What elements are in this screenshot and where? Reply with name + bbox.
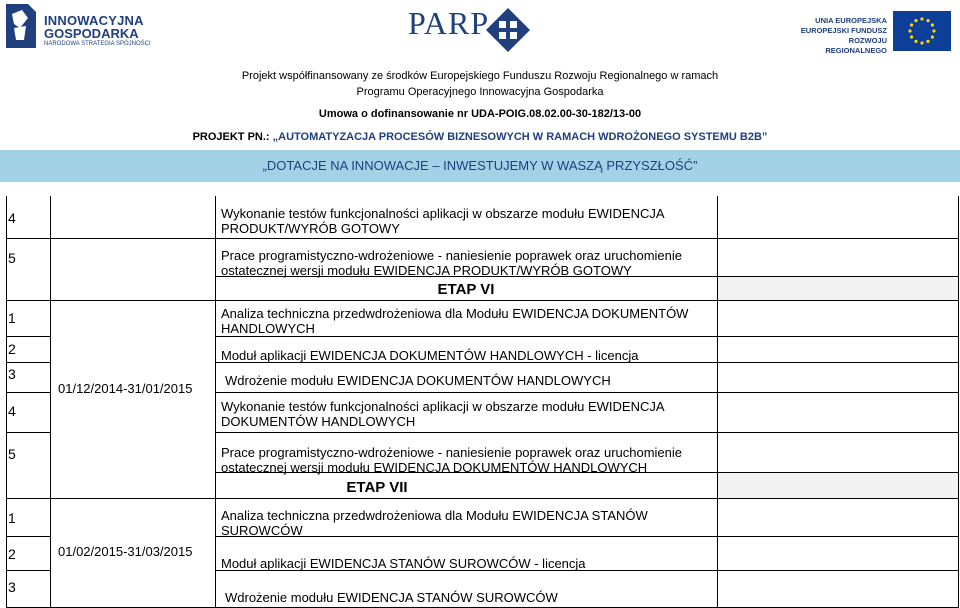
- task-text: Wykonanie testów funkcjonalności aplikacji w obszarze modułu EWIDENCJA PRODUKT/WYRÓB GOTOWY: [221, 206, 664, 236]
- logo-left-line3: NARODOWA STRATEGIA SPÓJNOŚCI: [44, 41, 151, 47]
- row-number: 4: [8, 210, 16, 226]
- eu-line1: UNIA EUROPEJSKA: [815, 16, 887, 25]
- ig-logo-icon: [6, 4, 36, 48]
- page-header: [0, 0, 960, 150]
- task-text: Wykonanie testów funkcjonalności aplikacji w obszarze modułu EWIDENCJA DOKUMENTÓW HANDLOWYCH: [221, 399, 664, 429]
- parp-logo: [408, 5, 528, 58]
- eu-logo-text: [790, 16, 887, 56]
- row-number: 1: [8, 510, 16, 526]
- parp-logo-text: PARP: [408, 5, 490, 41]
- task-text: Prace programistyczno-wdrożeniowe - naniesienie poprawek oraz uruchomienie ostatecznej wersji modułu EWIDENCJA DOKUMENTÓW HANDLOWYCH: [221, 445, 683, 475]
- project-name: [0, 131, 960, 143]
- stage7-period: 01/02/2015-31/03/2015: [58, 544, 193, 559]
- row-number: 2: [8, 341, 16, 357]
- row-number: 3: [8, 366, 16, 382]
- parp-diamond-icon: [486, 8, 530, 52]
- row-number: 2: [8, 546, 16, 562]
- slogan-banner: [0, 150, 960, 182]
- eu-flag-icon: [893, 11, 951, 51]
- stage7-right-cell: [718, 473, 958, 498]
- row-number: 3: [8, 579, 16, 595]
- stage6-period: 01/12/2014-31/01/2015: [58, 381, 193, 396]
- task-text: Moduł aplikacji EWIDENCJA STANÓW SUROWCÓW - licencja: [221, 556, 586, 571]
- schedule-table: [0, 196, 960, 608]
- project-line-2: Programu Operacyjnego Innowacyjna Gospodarka: [356, 86, 604, 98]
- task-text: Wdrożenie modułu EWIDENCJA DOKUMENTÓW HANDLOWYCH: [225, 373, 611, 388]
- slogan-text: „DOTACJE NA INNOWACJE – INWESTUJEMY W WASZĄ PRZYSZŁOŚĆ”: [262, 158, 698, 173]
- project-line-1: Projekt współfinansowany ze środków Europejskiego Funduszu Rozwoju Regionalnego w ramach: [241, 70, 719, 82]
- stage6-right-cell: [718, 277, 958, 300]
- project-name-prefix: PROJEKT PN.:: [192, 131, 273, 143]
- logo-left-line1: INNOWACYJNA: [44, 13, 144, 28]
- eu-logo: [790, 8, 955, 55]
- row-number: 5: [8, 250, 16, 266]
- stage6-heading: ETAP VI: [437, 281, 495, 298]
- innowacyjna-gospodarka-logo: [6, 4, 156, 52]
- row-number: 5: [8, 446, 16, 462]
- task-text: Analiza techniczna przedwdrożeniowa dla Modułu EWIDENCJA DOKUMENTÓW HANDLOWYCH: [221, 306, 689, 336]
- contract-number: Umowa o dofinansowanie nr UDA-POIG.08.02.00-30-182/13-00: [318, 108, 642, 120]
- row-number: 1: [8, 310, 16, 326]
- eu-line2: EUROPEJSKI FUNDUSZ: [800, 26, 887, 35]
- task-text: Prace programistyczno-wdrożeniowe - naniesienie poprawek oraz uruchomienie ostatecznej wersji modułu EWIDENCJA PRODUKT/WYRÓB GOTOWY: [221, 248, 683, 278]
- logo-left-line2: GOSPODARKA: [44, 26, 139, 41]
- stage7-heading: ETAP VII: [346, 479, 408, 496]
- task-text: Analiza techniczna przedwdrożeniowa dla Modułu EWIDENCJA STANÓW SUROWCÓW: [221, 508, 648, 538]
- row-number: 4: [8, 403, 16, 419]
- eu-line3: ROZWOJU REGIONALNEGO: [825, 36, 887, 55]
- project-name-title: „AUTOMATYZACJA PROCESÓW BIZNESOWYCH W RAMACH WDROŻONEGO SYSTEMU B2B”: [272, 131, 768, 143]
- task-text: Moduł aplikacji EWIDENCJA DOKUMENTÓW HANDLOWYCH - licencja: [221, 348, 639, 363]
- task-text: Wdrożenie modułu EWIDENCJA STANÓW SUROWCÓW: [225, 590, 558, 605]
